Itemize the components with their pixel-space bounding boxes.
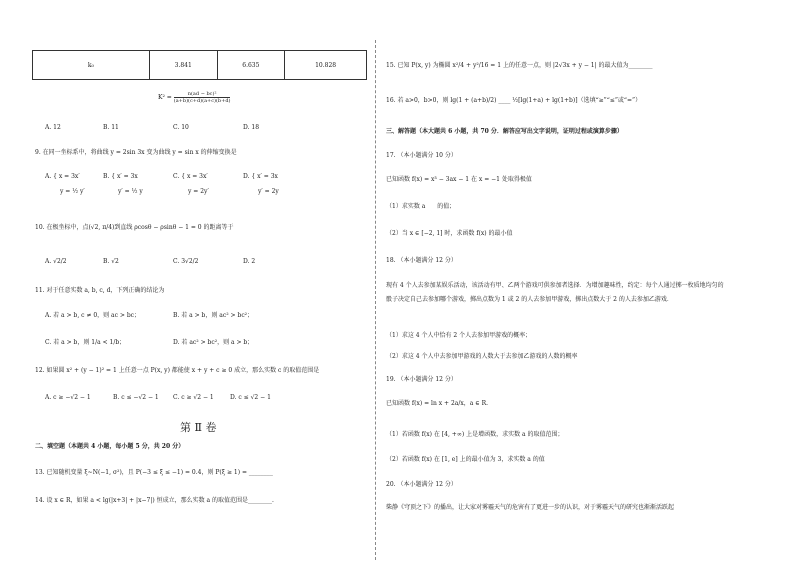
q9-option-a-line2: y = ½ y′ <box>60 188 85 195</box>
k-squared-formula <box>158 91 230 104</box>
q8-option-c: C. 10 <box>173 124 189 131</box>
q19-part2: （2）若函数 f(x) 在 [1, e] 上的最小值为 3，求实数 a 的值 <box>386 456 545 463</box>
q10-stem: 10. 在极坐标中，点(√2, π/4)到直线 ρcosθ − ρsinθ − 1 = 0 的距离等于 <box>35 224 234 231</box>
table-value-cell: 3.841 <box>149 51 217 80</box>
section-two-heading: 二、填空题（本题共 4 小题，每小题 5 分，共 20 分） <box>35 443 185 450</box>
q11-option-c: C. 若 a > b，则 1/a < 1/b； <box>45 339 126 346</box>
q17-stem: 已知函数 f(x) = x³ − 3ax − 1 在 x = −1 处取得极值 <box>386 176 532 183</box>
q19-part1: （1）若函数 f(x) 在 [4, +∞) 上是增函数，求实数 a 的取值范围； <box>386 431 564 438</box>
q10-option-b: B. √2 <box>103 258 119 265</box>
formula-denominator: (a+b)(c+d)(a+c)(b+d) <box>173 98 231 104</box>
q9-option-a: A. { x = 3x′ <box>45 173 80 180</box>
q20-head: 20. （本小题满分 12 分） <box>386 481 457 488</box>
q11-stem: 11. 对于任意实数 a, b, c, d，下列正确的结论为 <box>35 287 165 294</box>
q18-head: 18. （本小题满分 12 分） <box>386 257 457 264</box>
q13-stem: 13. 已知随机变量 ξ~N(−1, σ²)，且 P(−3 ≤ ξ ≤ −1) = 0.4，则 P(ξ ≥ 1) = ________ <box>35 469 273 476</box>
q8-option-b: B. 11 <box>103 124 119 131</box>
critical-value-table <box>32 50 367 80</box>
formula-numerator: n(ad − bc)² <box>174 91 231 98</box>
q9-option-c: C. { x = 3x′ <box>173 173 208 180</box>
q19-stem: 已知函数 f(x) = ln x + 2a/x，a ∈ R. <box>386 400 489 407</box>
q19-head: 19. （本小题满分 12 分） <box>386 376 457 383</box>
q8-option-a: A. 12 <box>45 124 61 131</box>
table-value-cell: 6.635 <box>217 51 285 80</box>
q15-stem: 15. 已知 P(x, y) 为椭圆 x²/4 + y²/16 = 1 上的任意一点，则 |2√3x + y − 1| 的最大值为________ <box>386 62 653 69</box>
q12-option-d: D. c ≤ √2 − 1 <box>230 394 271 401</box>
q11-option-d: D. 若 ac² > bc²，则 a > b； <box>173 339 254 346</box>
table-label-cell: k₀ <box>33 51 150 80</box>
q10-option-a: A. √2/2 <box>45 258 67 265</box>
column-divider <box>375 40 376 560</box>
q9-option-c-line2: y = 2y′ <box>188 188 209 195</box>
q9-stem: 9. 在同一坐标系中，将曲线 y = 2sin 3x 变为曲线 y = sin x 的伸缩变换是 <box>35 149 237 156</box>
q17-part1: （1）求实数 a 的值； <box>386 203 456 210</box>
q12-option-a: A. c ≥ −√2 − 1 <box>45 394 91 401</box>
q18-part1: （1）求这 4 个人中恰有 2 个人去参加甲游戏的概率； <box>386 332 532 339</box>
section-three-heading: 三、解答题（本大题共 6 小题，共 70 分．解答应写出文字说明，证明过程或演算步骤） <box>386 128 623 135</box>
q8-option-d: D. 18 <box>243 124 260 131</box>
q17-part2: （2）当 x ∈ [−2, 1] 时，求函数 f(x) 的最小值 <box>386 230 513 237</box>
q9-option-d-line2: y′ = 2y <box>258 188 279 195</box>
q12-option-b: B. c ≤ −√2 − 1 <box>113 394 159 401</box>
table-value-cell: 10.828 <box>285 51 367 80</box>
q9-option-b-line2: y′ = ½ y <box>118 188 143 195</box>
part-two-title: 第 Ⅱ 卷 <box>180 421 217 434</box>
q20-stem: 柴静《穹顶之下》的播出，让大家对雾霾天气的危害有了更进一步的认识，对于雾霾天气的研究也渐渐活跃起 <box>386 504 675 511</box>
q9-option-b: B. { x′ = 3x <box>103 173 138 180</box>
q14-stem: 14. 设 x ∈ R，如果 a < lg(|x+3| + |x−7|) 恒成立，那么实数 a 的取值范围是________. <box>35 497 274 504</box>
formula-lhs: K² = <box>158 94 172 101</box>
q12-option-c: C. c ≥ √2 − 1 <box>173 394 214 401</box>
q11-option-a: A. 若 a > b, c ≠ 0，则 ac > bc； <box>45 312 141 319</box>
q18-stem: 现有 4 个人去参加某娱乐活动，该活动有甲、乙两个游戏可供参加者选择．为增加趣味性，约定：每个人通过掷一枚质地均匀的骰子决定自己去参加哪个游戏，掷出点数为 1 或 2 的人去参加甲游戏，掷出点数大于 2 的人去参加乙游戏． <box>386 282 724 303</box>
q9-option-d: D. { x′ = 3x <box>243 173 278 180</box>
formula-fraction <box>174 91 231 104</box>
q10-option-c: C. 3√2/2 <box>173 258 199 265</box>
q11-option-b: B. 若 a > b，则 ac² > bc²； <box>173 312 254 319</box>
q10-option-d: D. 2 <box>243 258 256 265</box>
q12-stem: 12. 如果圆 x² + (y − 1)² = 1 上任意一点 P(x, y) 都能使 x + y + c ≥ 0 成立，那么实数 c 的取值范围是 <box>35 367 320 374</box>
q17-head: 17. （本小题满分 10 分） <box>386 152 457 159</box>
q16-stem: 16. 若 a>0，b>0，则 lg(1 + (a+b)/2) ____ ½[lg(1+a) + lg(1+b)]（选填“≥”“≤”或“=”） <box>386 97 642 104</box>
q18-part2: （2）求这 4 个人中去参加甲游戏的人数大于去参加乙游戏的人数的概率 <box>386 353 578 360</box>
